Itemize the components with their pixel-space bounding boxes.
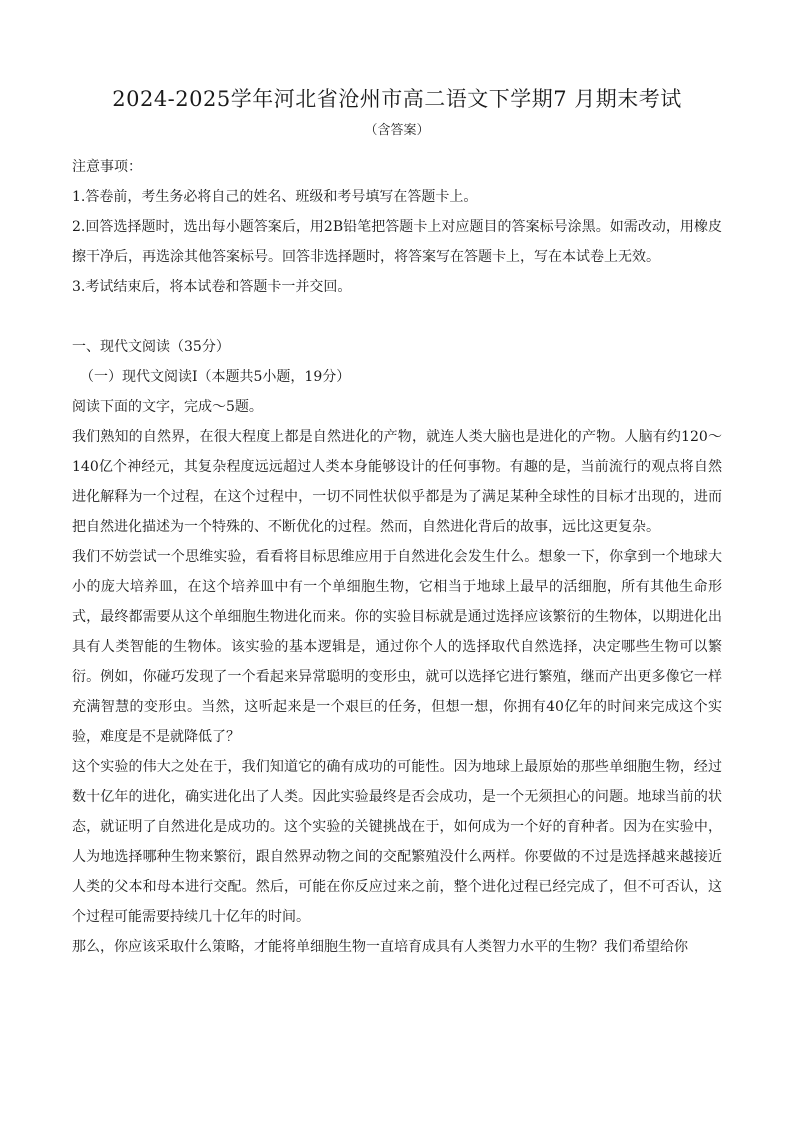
passage-paragraph-2: 我们不妨尝试一个思维实验，看看将目标思维应用于自然进化会发生什么。想象一下，你拿到一个地球大小的庞大培养皿，在这个培养皿中有一个单细胞生物，它相当于地球上最早的活细胞，所有其他生命形式，最终都需要从这个单细胞生物进化而来。你的实验目标就是通过选择应该繁衍的生物体，以期进化出具有人类智能的生物体。该实验的基本逻辑是，通过你个人的选择取代自然选择，决定哪些生物可以繁衍。例如，你碰巧发现了一个看起来异常聪明的变形虫，就可以选择它进行繁殖，继而产出更多像它一样充满智慧的变形虫。当然，这听起来是一个艰巨的任务，但想一想，你拥有40亿年的时间来完成这个实验，难度是不是就降低了？ (72, 549, 722, 745)
document-body (72, 152, 722, 962)
document-subtitle: （含答案） (364, 123, 430, 138)
passage-paragraph-4: 那么，你应该采取什么策略，才能将单细胞生物一直培育成具有人类智力水平的生物？我们希望给你 (72, 939, 688, 955)
notice-item-2: 2.回答选择题时，选出每小题答案后，用2B铅笔把答题卡上对应题目的答案标号涂黑。如需改动，用橡皮擦干净后，再选涂其他答案标号。回答非选择题时，将答案写在答题卡上，写在本试卷上无效。 (72, 219, 722, 265)
notice-heading: 注意事项： (72, 159, 142, 175)
notice-item-3: 3.考试结束后，将本试卷和答题卡一并交回。 (72, 279, 352, 295)
passage-paragraph-3: 这个实验的伟大之处在于，我们知道它的确有成功的可能性。因为地球上最原始的那些单细胞生物，经过数十亿年的进化，确实进化出了人类。因此实验最终是否会成功，是一个无须担心的问题。地球当前的状态，就证明了自然进化是成功的。这个实验的关键挑战在于，如何成为一个好的育种者。因为在实验中，人为地选择哪种生物来繁衍，跟自然界动物之间的交配繁殖没什么两样。你要做的不过是选择越来越接近人类的父本和母本进行交配。然后，可能在你反应过来之前，整个进化过程已经完成了，但不可否认，这个过程可能需要持续几十亿年的时间。 (72, 759, 722, 925)
spacer (72, 302, 722, 332)
reading-instruction: 阅读下面的文字，完成～5题。 (72, 399, 263, 415)
passage-paragraph-1: 我们熟知的自然界，在很大程度上都是自然进化的产物，就连人类大脑也是进化的产物。人脑有约120～140亿个神经元，其复杂程度远远超过人类本身能够设计的任何事物。有趣的是，当前流行的观点将自然进化解释为一个过程，在这个过程中，一切不同性状似乎都是为了满足某种全球性的目标才出现的，进而把自然进化描述为一个特殊的、不断优化的过程。然而，自然进化背后的故事，远比这更复杂。 (72, 429, 722, 535)
notice-item-1: 1.答卷前，考生务必将自己的姓名、班级和考号填写在答题卡上。 (72, 189, 478, 205)
section-heading: 一、现代文阅读（35分） (72, 339, 230, 355)
document-title: 2024-2025学年河北省沧州市高二语文下学期7 月期末考试 (112, 87, 682, 111)
subsection-heading: （一）现代文阅读Ⅰ（本题共5小题，19分） (80, 369, 351, 385)
